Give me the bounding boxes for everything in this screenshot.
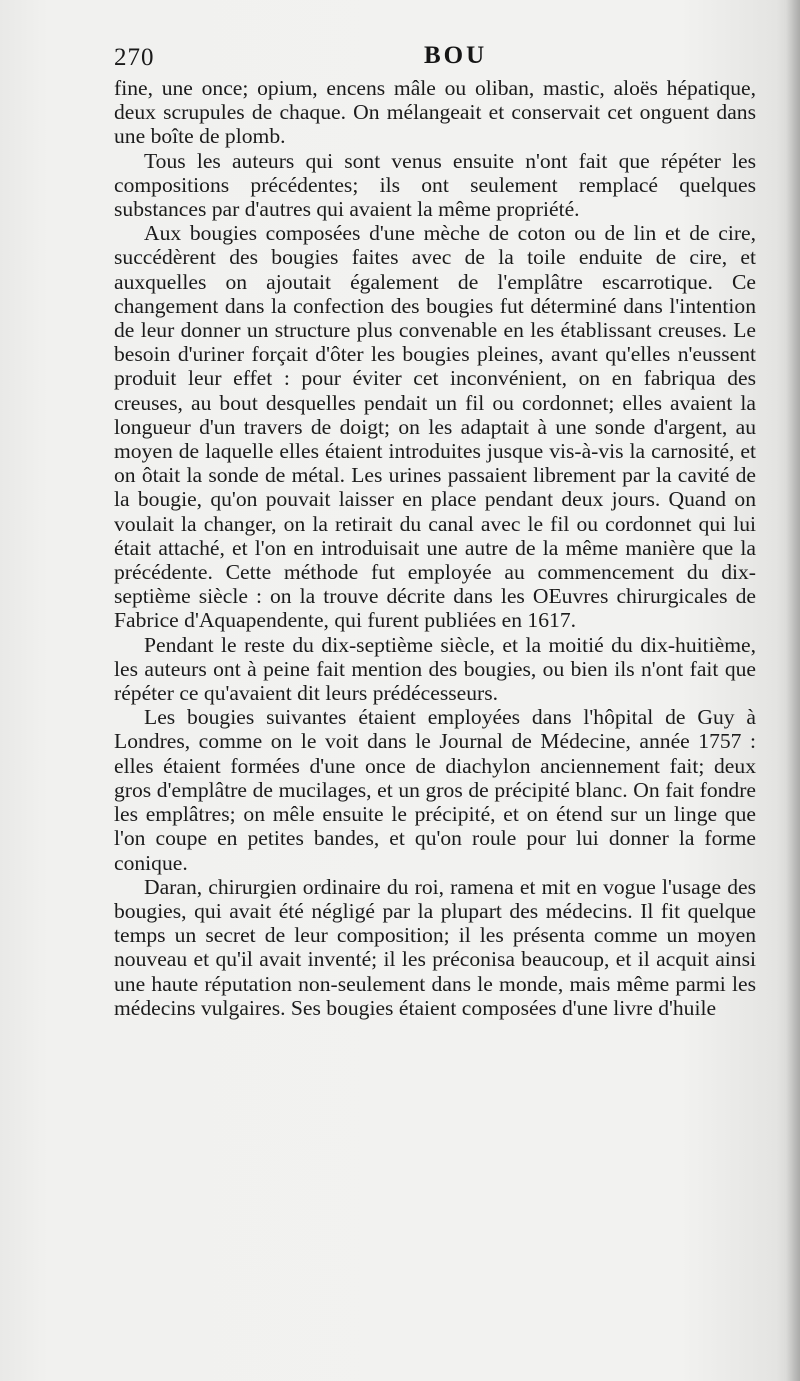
paragraph: Daran, chirurgien ordinaire du roi, ramena et mit en vogue l'usage des bougies, qui avait été négligé par la plupart des médecins. Il fit quelque temps un secret de leur composition; il les présenta comme un moyen nouveau et qu'il avait inventé; il les préconisa beaucoup, et il acquit ainsi une haute réputation non-seulement dans le monde, mais même parmi les médecins vulgaires. Ses bougies étaient composées d'une livre d'huile [114, 874, 756, 1020]
page-header [114, 40, 770, 74]
paragraph: fine, une once; opium, encens mâle ou oliban, mastic, aloës hépatique, deux scrupules de chaque. On mélangeait et conservait cet onguent dans une boîte de plomb. [114, 76, 756, 149]
body-text [114, 76, 756, 1020]
paragraph: Tous les auteurs qui sont venus ensuite n'ont fait que répéter les compositions précédentes; ils ont seulement remplacé quelques substances par d'autres qui avaient la même propriété. [114, 148, 756, 222]
paragraph: Les bougies suivantes étaient employées dans l'hôpital de Guy à Londres, comme on le voit dans le Journal de Médecine, année 1757 : elles étaient formées d'une once de diachylon anciennement fait; deux gros d'emplâtre de mucilages, et un gros de précipité blanc. On fait fondre les emplâtres; on mêle ensuite le précipité, et on étend sur un linge que l'on coupe en petites bandes, et qu'on roule pour lui donner la forme conique. [114, 705, 756, 875]
paragraph: Aux bougies composées d'une mèche de coton ou de lin et de cire, succédèrent des bougies faites avec de la toile enduite de cire, et auxquelles on ajoutait également de l'emplâtre escarrotique. Ce changement dans la confection des bougies fut déterminé dans l'intention de leur donner un structure plus convenable en les établissant creuses. Le besoin d'uriner forçait d'ôter les bougies pleines, avant qu'elles n'eussent produit leur effet : pour éviter cet inconvénient, on en fabriqua des creuses, au bout desquelles pendait un fil ou cordonnet; elles avaient la longueur d'un travers de doigt; on les adaptait à une sonde d'argent, au moyen de laquelle elles étaient introduites jusque vis-à-vis la carnosité, et on ôtait la sonde de métal. Les urines passaient librement par la cavité de la bougie, qu'on pouvait laisser en place pendant deux jours. Quand on voulait la changer, on la retirait du canal avec le fil ou cordonnet qui lui était attaché, et l'on en introduisait une autre de la même manière que la précédente. Cette méthode fut employée au commencement du dix-septième siècle : on la trouve décrite dans les OEuvres chirurgicales de Fabrice d'Aquapendente, qui furent publiées en 1617. [114, 221, 756, 633]
page-number: 270 [114, 44, 155, 71]
page-edge-shadow [786, 0, 800, 1381]
running-head: BOU [424, 42, 488, 69]
paragraph: Pendant le reste du dix-septième siècle, et la moitié du dix-huitième, les auteurs ont à peine fait mention des bougies, ou bien ils n'ont fait que répéter ce qu'avaient dit leurs prédécesseurs. [114, 632, 756, 706]
